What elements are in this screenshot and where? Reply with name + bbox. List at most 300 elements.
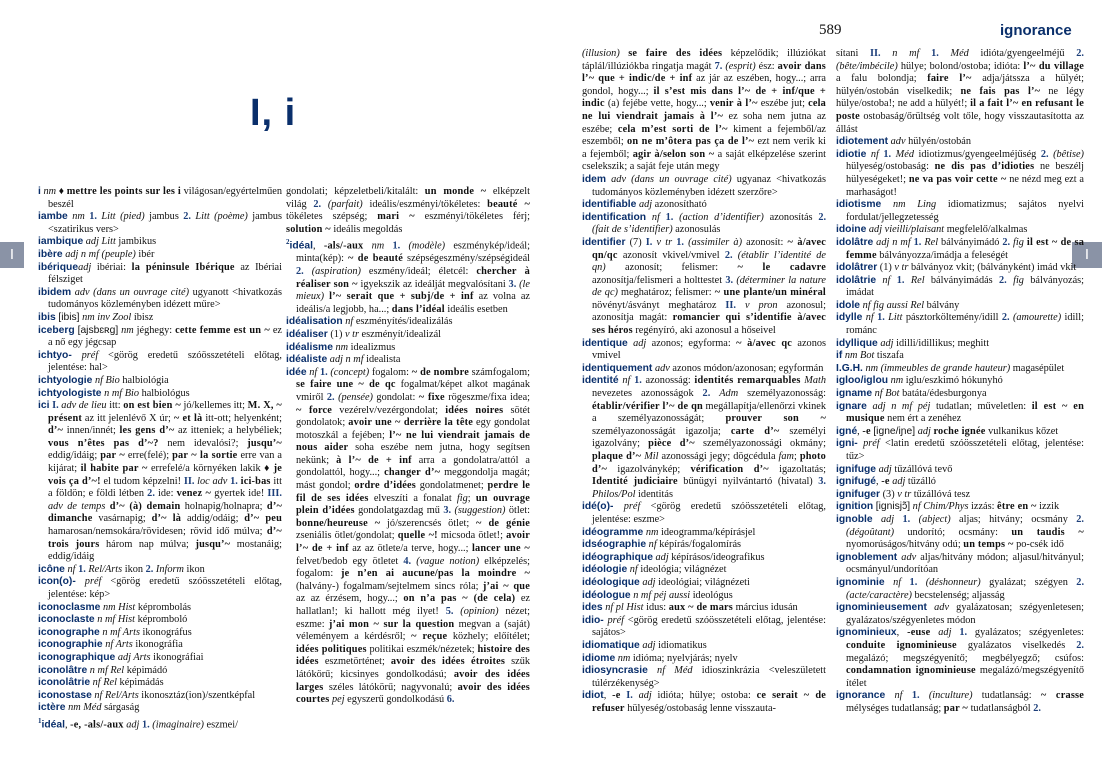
bold-phrase: avoir l’~ de + inf xyxy=(296,530,530,555)
definition-text xyxy=(620,48,628,59)
sense-number: 1. xyxy=(319,366,328,378)
definition-text: idiomatizmus; sajátos nyelvi fordulat/jellegzetesség xyxy=(846,199,1085,223)
definition-text xyxy=(648,665,657,676)
bold-phrase: ~ et là xyxy=(173,412,203,424)
grammar-label: loc adv xyxy=(197,475,228,487)
bold-phrase: idées politiques xyxy=(296,643,367,655)
grammar-label: fam xyxy=(778,451,794,462)
grammar-label: adj xyxy=(880,337,894,349)
definition-text: hülye; bolond/ostoba; idióta: xyxy=(897,60,1024,72)
definition-text: (7) xyxy=(625,236,646,248)
grammar-label: pej xyxy=(332,694,345,706)
dictionary-entry xyxy=(836,438,1084,463)
bold-phrase: établir/vérifier l’~ de qn xyxy=(592,400,703,412)
definition-text: egyszerű gondolkodású xyxy=(344,694,447,706)
definition-text: személyazonossági okmány; xyxy=(694,438,826,450)
grammar-label: Litt xyxy=(888,312,903,324)
definition-text xyxy=(400,241,408,252)
grammar-label: nf Rel/Arts xyxy=(94,689,139,701)
grammar-label: préf xyxy=(623,501,641,513)
definition-text: bálványozza/imádja a feleségét xyxy=(876,249,1008,261)
grammar-label: nf xyxy=(67,563,76,575)
sense-number: 1. xyxy=(230,475,238,487)
thumb-index-tab-left: I xyxy=(0,242,24,268)
definition-text xyxy=(894,514,902,525)
sense-number: 1. xyxy=(909,576,918,588)
headword: idéal xyxy=(289,240,313,252)
definition-text: adja/játssza a hülyét; hülyén/ostobán viselkedik; xyxy=(836,73,1084,97)
definition-text: megalázó/megszégyenítő ítélet xyxy=(846,665,1084,689)
definition-text: <görög eredetű szóösszetételi előtag, jelentése: sajátos> xyxy=(592,614,826,639)
definition-text: errefelé/a környéken lakik ♦ xyxy=(147,463,274,475)
headword: ignominieux xyxy=(836,627,897,639)
sense-number: 2. xyxy=(1076,639,1084,651)
sense-number: 2. xyxy=(1002,236,1011,248)
definition-text: fogalom: xyxy=(369,366,412,378)
dictionary-entry xyxy=(38,211,282,236)
definition-text xyxy=(72,350,82,361)
dictionary-entry xyxy=(38,715,282,732)
definition-text: megalázó; megszégyenítő; megbélyegző; csúfos: xyxy=(846,652,1084,664)
headword: identité xyxy=(582,375,619,387)
headword: idéographique xyxy=(582,551,653,563)
headword: idiotisme xyxy=(836,199,882,211)
grammar-label: (imaginaire) xyxy=(152,719,204,731)
headword: igni- xyxy=(836,438,858,450)
grammar-label: nf xyxy=(894,690,903,702)
definition-text: ideológus xyxy=(690,589,733,601)
bold-phrase: bonne/heureuse ~ xyxy=(296,517,381,529)
grammar-label: v tr xyxy=(344,328,359,340)
definition-text xyxy=(321,199,328,210)
grammar-label: adj xyxy=(880,513,895,525)
definition-text: közhely; előítélet; xyxy=(447,631,530,643)
definition-text: hülyeség/ostobaság: xyxy=(846,161,935,173)
bold-phrase: M. X, ~ présent xyxy=(48,400,282,424)
bold-phrase: -e, -als/-aux xyxy=(70,719,124,731)
headword: idséographie xyxy=(582,539,647,551)
definition-text: batáta/édesburgonya xyxy=(899,388,987,400)
sense-number: 2. xyxy=(999,274,1007,286)
definition-text xyxy=(881,48,893,59)
definition-text xyxy=(885,577,893,588)
headword: ignition xyxy=(836,501,874,513)
grammar-label: (parfait) xyxy=(327,198,363,210)
definition-text: ne beszélj hülyeségeket!; xyxy=(846,161,1084,185)
headword: iconoclasme xyxy=(38,601,101,613)
sense-number: 3. xyxy=(818,476,826,488)
grammar-label: nm Bot xyxy=(844,350,875,362)
dictionary-entry xyxy=(836,199,1084,224)
dictionary-column-4 xyxy=(836,48,1084,715)
sense-number: 2. xyxy=(724,249,733,261)
definition-text: erre(felé); xyxy=(124,450,173,462)
sense-number: 3. xyxy=(508,278,517,290)
grammar-label: nf xyxy=(865,312,874,324)
definition-text: ide: xyxy=(154,488,177,500)
definition-text: ♦ xyxy=(56,186,67,197)
bold-phrase: d’~ xyxy=(48,425,64,437)
definition-text: igazoltatás; xyxy=(768,463,826,475)
sense-number: 1. xyxy=(676,236,684,248)
headword: ici xyxy=(38,400,50,412)
entry-continuation xyxy=(286,186,530,236)
dictionary-entry xyxy=(836,514,1084,552)
dictionary-entry xyxy=(38,614,282,627)
dictionary-entry xyxy=(582,577,826,590)
sense-number: 1. xyxy=(78,563,86,575)
dictionary-entry xyxy=(582,552,826,565)
bold-phrase: histoire des idées xyxy=(296,643,530,668)
bold-phrase: -als/-aux xyxy=(323,240,364,252)
bold-phrase: identités remarquables xyxy=(694,375,801,387)
definition-text: azonosít: xyxy=(742,236,788,248)
dictionary-entry xyxy=(38,236,282,249)
grammar-label: (assimiler à) xyxy=(688,236,742,248)
definition-text: azonos; egyforma: xyxy=(646,337,737,349)
headword: ictère xyxy=(38,702,66,714)
headword: idéaliser xyxy=(286,328,328,340)
dictionary-entry xyxy=(836,627,1084,690)
sense-number: 1. xyxy=(959,627,968,639)
grammar-label: adv (dans un ouvrage cité) xyxy=(611,173,732,185)
definition-text: hülyeség/ostobaság lenne visszauta- xyxy=(624,702,776,714)
definition-text: gondolat: xyxy=(372,391,419,403)
bold-phrase: se faire des idées xyxy=(628,48,723,59)
definition-text: tudatlanságból xyxy=(968,702,1034,714)
definition-text: politikai eszmék/nézetek; xyxy=(366,643,478,655)
grammar-label: adj xyxy=(892,476,906,488)
dictionary-entry xyxy=(582,199,826,212)
definition-text: (1) xyxy=(327,328,345,340)
definition-text: tudatlan; műveletlen: xyxy=(930,400,1032,412)
definition-text: nevezetes azonosságok xyxy=(592,388,703,400)
definition-text: ostobaság/őrültség volt tőle, hogy visszautasította az állást xyxy=(836,110,1084,135)
grammar-label: nm (immeubles de grande hauteur) xyxy=(865,362,1011,374)
sense-number: 1. xyxy=(902,513,911,525)
grammar-label: (bêtise) xyxy=(1053,148,1084,160)
definition-text: jó/szerencsés ötlet; xyxy=(380,517,476,529)
grammar-label: nf xyxy=(309,366,318,378)
bold-phrase: jusqu’~ xyxy=(195,538,231,550)
sense-number: 2. xyxy=(1001,312,1010,324)
definition-text: , xyxy=(312,240,324,252)
grammar-label: nf pl Hist xyxy=(605,602,644,614)
sense-number: III. xyxy=(267,488,283,500)
grammar-label: (dégoûtant) xyxy=(846,526,895,538)
headword: iconoclaste xyxy=(38,614,95,626)
definition-text xyxy=(901,577,909,588)
bold-phrase: faire l’~ xyxy=(927,73,972,85)
grammar-label: adv de lieu xyxy=(61,400,107,412)
sense-number: 2. xyxy=(702,388,711,400)
grammar-label: Rel xyxy=(924,236,939,248)
sense-number: 1. xyxy=(931,48,939,59)
dictionary-entry xyxy=(582,363,826,376)
definition-text: <görög eredetű szóösszetételi előtag, jelentése: hal> xyxy=(48,349,282,374)
sense-number: I. xyxy=(52,400,59,412)
dictionary-entry xyxy=(38,702,282,715)
bold-phrase: avoir dans l’~ que + indic/de + inf xyxy=(582,60,826,85)
headword: I.G.H. xyxy=(836,362,863,374)
bold-phrase: ne fais pas l’~ xyxy=(960,85,1041,97)
dictionary-entry xyxy=(38,262,282,287)
definition-text: (1) xyxy=(877,262,895,274)
definition-text: bálvány xyxy=(924,299,960,311)
definition-text: növényt/ásványt meghatároz xyxy=(592,299,726,311)
bold-phrase: jusqu’~ xyxy=(247,437,282,449)
bold-phrase: venez ~ xyxy=(176,488,212,500)
sense-number: 4. xyxy=(403,555,412,567)
grammar-label: nm xyxy=(890,375,904,387)
headword: idolâtrer xyxy=(836,262,878,274)
definition-text: személyazonosságát igazolja; xyxy=(592,425,731,437)
definition-text: ugyanott <hivatkozás tudományos közleményben idézett műre> xyxy=(48,286,283,311)
definition-text: meghatároz; felismer: xyxy=(617,287,715,299)
headword: idéaliste xyxy=(286,354,328,366)
grammar-label: Rel xyxy=(910,274,925,286)
definition-text: <latin eredetű szóösszetételi előtag, jelentése: tűz> xyxy=(846,438,1084,462)
dictionary-entry xyxy=(836,224,1084,237)
definition-text: az az érzésem, hogy...; xyxy=(296,593,404,605)
dictionary-entry xyxy=(582,602,826,615)
definition-text: gondolati; képzeletbeli/kitalált: xyxy=(286,186,425,197)
definition-text: széles látókörű; nagyvonalú; xyxy=(323,681,458,693)
sense-number: 1. xyxy=(392,240,401,252)
definition-text: gyalázatos; szégyenletes: xyxy=(967,627,1085,639)
definition-text: ikonográfus xyxy=(139,626,192,638)
grammar-label: Inform xyxy=(155,563,184,575)
dictionary-entry xyxy=(836,136,1084,149)
bold-phrase: ~ une plante/un minéral xyxy=(714,287,826,299)
dictionary-entry xyxy=(582,501,826,526)
headword: identique xyxy=(582,337,628,349)
grammar-label: fig xyxy=(1013,236,1024,248)
entry-continuation xyxy=(582,48,826,174)
bold-phrase: ~ crasse xyxy=(1040,690,1084,702)
definition-text: azonos vmivel xyxy=(592,337,826,362)
dictionary-entry xyxy=(38,375,282,388)
grammar-label: adj vieilli/plaisant xyxy=(868,224,945,236)
dictionary-entry xyxy=(286,236,530,316)
definition-text: ötlet: xyxy=(505,505,530,517)
definition-text: meggondolja magát; mást gondol; xyxy=(296,467,530,492)
definition-text: iglu/eszkimó hókunyhó xyxy=(903,375,1003,387)
definition-text: az jár az eszében, hogy...; arra gondol, hogy...; xyxy=(582,73,826,97)
bold-phrase: idées noires xyxy=(445,404,504,416)
definition-text: regényíró, aki azonosul a hőseivel xyxy=(632,325,776,337)
bold-phrase: j’ai mon ~ sur la question xyxy=(328,618,455,630)
headword: idéalisme xyxy=(286,341,333,353)
dictionary-entry xyxy=(836,237,1084,262)
definition-text: zseniális ötlet/gondolat; xyxy=(296,530,398,542)
definition-text: eddig/idáig; xyxy=(48,450,101,462)
bold-phrase: venir à l’~ xyxy=(709,98,758,110)
definition-text: képimádás xyxy=(116,677,164,689)
sense-number: 5. xyxy=(445,606,454,618)
bold-phrase: avoir une ~ derrière la tête xyxy=(348,417,473,429)
grammar-label: préf xyxy=(607,614,625,626)
bold-phrase: photo d’~ xyxy=(592,451,826,475)
grammar-label: nf xyxy=(882,274,891,286)
definition-text: gondolatmenet; xyxy=(416,480,488,492)
grammar-label: n mf Rel xyxy=(89,664,125,676)
definition-text: becstelenség; aljasság xyxy=(911,589,1005,601)
phonetic: [ibis] xyxy=(58,311,80,323)
dictionary-entry xyxy=(582,665,826,690)
definition-text: az itteniek; a helybéliek; xyxy=(174,425,283,437)
definition-text: az volna az ideális/a legjobb, ha...; xyxy=(296,291,530,315)
definition-text: ideális esetben xyxy=(444,303,508,315)
bold-phrase: -e xyxy=(881,476,890,488)
grammar-label: (modèle) xyxy=(408,240,446,252)
definition-text: ideális/eszményi/tökéletes: xyxy=(362,198,488,210)
definition-text: nézet; eszme: xyxy=(296,606,531,630)
sense-number: 2. xyxy=(1076,576,1085,588)
definition-text: ikonosztáz(ion)/szentképfal xyxy=(138,689,256,701)
definition-text: po-csék idő xyxy=(1013,539,1064,551)
definition-text: ikon xyxy=(122,563,146,575)
dictionary-entry xyxy=(836,300,1084,313)
definition-text: izzik xyxy=(1036,501,1060,513)
grammar-label: adj Litt xyxy=(85,236,116,248)
definition-text xyxy=(881,199,893,210)
headword: idéal xyxy=(41,719,65,731)
bold-phrase: il habite par ~ xyxy=(80,463,148,475)
definition-text: ideogramma/képírásjel xyxy=(658,526,756,538)
grammar-label: nf xyxy=(893,576,902,588)
dictionary-entry xyxy=(836,350,1084,363)
running-head: ignorance xyxy=(1000,22,1072,39)
grammar-label: nf xyxy=(648,539,657,551)
dictionary-entry xyxy=(582,690,826,715)
dictionary-entry xyxy=(836,464,1084,477)
grammar-label: (fait de s’identifier) xyxy=(592,224,673,236)
grammar-label: (amourette) xyxy=(1012,312,1062,324)
definition-text: pásztorköltemény/idill xyxy=(902,312,1002,324)
dictionary-entry xyxy=(38,602,282,615)
definition-text: sötét gondolatok; xyxy=(296,404,530,429)
definition-text: rögeszme/fixa idea; xyxy=(444,391,531,403)
headword: ignoblement xyxy=(836,551,898,563)
dictionary-entry xyxy=(286,329,530,342)
grammar-label: nf Méd xyxy=(657,665,693,677)
definition-text: aljas/hitvány módon; aljasul/hitványul; ocsmányul/undorítóan xyxy=(846,551,1084,576)
bold-phrase: d’~ dimanche xyxy=(48,500,283,525)
grammar-label: nf Rel xyxy=(92,677,117,689)
bold-phrase: chercher à réaliser son ~ xyxy=(296,265,530,290)
definition-text: itt-ott; helyenként; xyxy=(202,412,283,424)
dictionary-entry xyxy=(38,652,282,665)
dictionary-entry xyxy=(286,342,530,355)
grammar-label: Rel/Arts xyxy=(88,563,123,575)
grammar-label: adj xyxy=(633,337,647,349)
headword: ichtyo- xyxy=(38,349,72,361)
bold-phrase: se faire une ~ de qc xyxy=(296,379,396,391)
grammar-label: nm xyxy=(371,240,385,252)
definition-text: fogalmat/képet alkot magának vmiről xyxy=(296,379,530,403)
definition-text: jambus xyxy=(144,211,184,223)
dictionary-column-3 xyxy=(582,48,826,715)
grammar-label: (le mieux) xyxy=(296,278,530,303)
definition-text: halbiológia xyxy=(119,374,169,386)
bold-phrase: aux ~ de mars xyxy=(668,602,734,614)
definition-text: nem ért a zenéhez xyxy=(884,413,962,425)
definition-text: gyalázat; szégyen xyxy=(980,576,1077,588)
headword: if xyxy=(836,350,843,362)
definition-text: megállapítja/ellenőrzi vkinek a személyazonosságát; xyxy=(592,400,826,425)
definition-text: személyi igazolvány; xyxy=(592,425,826,450)
headword: iconographie xyxy=(38,639,103,651)
headword: ignare xyxy=(836,400,867,412)
thumb-index-tab-right: I xyxy=(1072,242,1102,268)
bold-phrase: pièce d’~ xyxy=(648,438,695,450)
grammar-label: nm xyxy=(121,324,134,336)
definition-text: eszmei/ xyxy=(203,719,238,731)
definition-text: tűzálló xyxy=(905,476,936,488)
sense-number: 1. xyxy=(913,236,922,248)
definition-text: megfelelő/alkalmas xyxy=(944,224,1028,236)
dictionary-entry xyxy=(582,653,826,666)
definition-text: azonossági jegy; dögcédula xyxy=(658,451,779,462)
definition-text: az az ötlete/a terve, hogy...; xyxy=(348,543,472,555)
headword: idéologique xyxy=(582,576,640,588)
grammar-label: (action d’identifier) xyxy=(679,211,764,223)
definition-text: képrombolás xyxy=(135,601,192,613)
dictionary-entry xyxy=(836,149,1084,199)
definition-text: szűk látókörű; kicsinyes gondolkodású; xyxy=(296,656,531,680)
dictionary-entry xyxy=(38,287,282,312)
definition-text: , xyxy=(876,476,882,488)
definition-text: hülyén/ostobán xyxy=(905,136,972,148)
grammar-label: nf xyxy=(870,148,879,160)
definition-text: a saját elképzelése szerint cselekszik; a saját feje után megy xyxy=(582,148,826,173)
definition-text: gyertek ide! xyxy=(211,488,268,500)
definition-text: megvan a (saját) véleményem a kérdésről; xyxy=(296,618,530,643)
bold-phrase: vous n’êtes pas d’~? xyxy=(48,437,159,449)
headword: identification xyxy=(582,211,647,223)
bold-phrase: d’~ peu xyxy=(244,513,282,525)
definition-text: felvet/bedob egy ötletet xyxy=(296,555,404,567)
definition-text: ez a nő egy jégcsap xyxy=(48,324,282,349)
bold-phrase: il est ~ en musique xyxy=(846,400,1084,425)
sense-number: 2. xyxy=(183,211,191,223)
definition-text: ez hallatlan!; ki hallott még ilyet! xyxy=(296,593,530,618)
headword: idéologue xyxy=(582,589,631,601)
bold-phrase: un ouvrage plein d’idées xyxy=(296,492,530,517)
dictionary-entry xyxy=(582,174,826,199)
definition-text: igyekszik az ideálját megvalósítani xyxy=(357,278,509,290)
bold-phrase: l’~ ne lui viendrait jamais de nous aider xyxy=(296,429,530,454)
headword: iconostase xyxy=(38,689,92,701)
definition-text: három nap múlva; xyxy=(99,538,196,550)
definition-text: (halvány-) fogalmam/sejtelmem sincs róla; xyxy=(296,580,483,592)
headword: ignifuge xyxy=(836,463,877,475)
phonetic: [ajsbɛʀg] xyxy=(77,324,119,336)
dictionary-entry xyxy=(836,338,1084,351)
bold-phrase: avoir des idées étroites xyxy=(390,656,506,668)
dictionary-entry xyxy=(582,237,826,338)
definition-text: el tudom képzelni! xyxy=(100,475,184,487)
definition-text: tűzállóvá tesz xyxy=(911,488,971,500)
definition-text: arra a gondolatra/attól a gondolattól, hogy...; xyxy=(296,454,530,479)
definition-text: nyomorúságos/hitvány odú; xyxy=(846,539,964,551)
headword: igné xyxy=(836,425,858,437)
definition-text: az Ibériai félsziget xyxy=(48,261,282,286)
bold-phrase: il s’est mis dans l’~ de + inf/que + indic xyxy=(582,85,826,110)
grammar-label: adv de temps xyxy=(48,500,106,512)
grammar-label: nf fig aussi Rel xyxy=(862,299,925,311)
